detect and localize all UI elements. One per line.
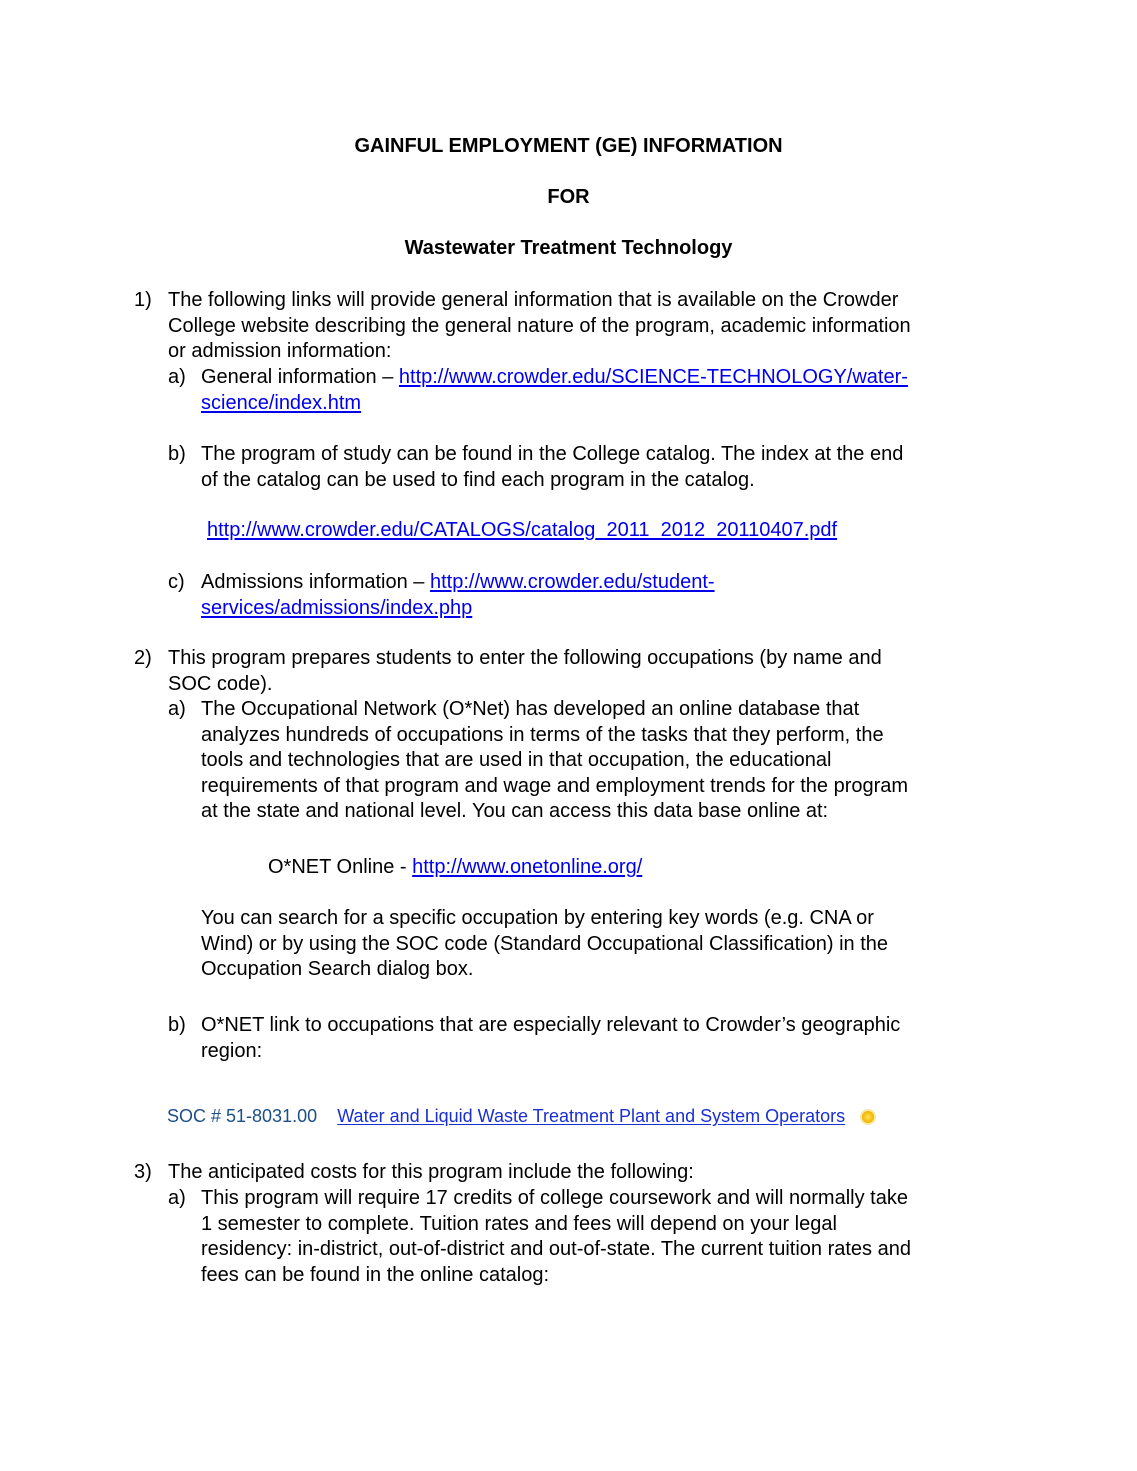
item-2a-line: requirements of that program and wage and employment trends for the program: [201, 774, 909, 797]
item-2b: [201, 1013, 900, 1064]
item-1b-line: The program of study can be found in the College catalog. The index at the end: [201, 443, 904, 465]
section-3-intro: [168, 1160, 694, 1186]
item-1a-line: [201, 391, 908, 417]
item-1c-letter: c): [168, 571, 185, 593]
item-2a-letter: a): [168, 698, 186, 720]
section-1-line: The following links will provide general information that is available on the Crowder: [168, 289, 899, 311]
section-1-intro: [168, 288, 911, 365]
item-2b-letter: b): [168, 1014, 186, 1036]
section-2-number: 2): [134, 647, 152, 669]
section-1-number: 1): [134, 289, 152, 311]
item-3a-letter: a): [168, 1187, 186, 1209]
document-title: GAINFUL EMPLOYMENT (GE) INFORMATION: [354, 135, 783, 157]
item-2a-line: analyzes hundreds of occupations in terms of the tasks that they perform, the: [201, 723, 884, 746]
onet-search-line: You can search for a specific occupation by entering key words (e.g. CNA or: [201, 907, 874, 929]
section-2-line: This program prepares students to enter the following occupations (by name and: [168, 647, 882, 669]
soc-occupation-row: [167, 1104, 874, 1130]
item-3a: [201, 1186, 911, 1288]
onet-search-help: [201, 906, 888, 983]
document-title-for: FOR: [547, 186, 590, 208]
item-2a: [201, 697, 908, 825]
item-1b-line: of the catalog can be used to find each program in the catalog.: [201, 468, 755, 491]
item-3a-line: This program will require 17 credits of college coursework and will normally take: [201, 1187, 908, 1209]
catalog-link[interactable]: http://www.crowder.edu/CATALOGS/catalog_2011_2012_20110407.pdf: [207, 519, 838, 541]
item-1c-line: [201, 596, 715, 622]
section-3-line: The anticipated costs for this program include the following:: [168, 1161, 694, 1183]
bright-outlook-icon: [862, 1111, 874, 1123]
admissions-link[interactable]: http://www.crowder.edu/student-: [429, 571, 715, 593]
item-1a-line: [201, 365, 908, 391]
item-1a: [201, 365, 908, 416]
item-2a-line: at the state and national level. You can access this data base online at:: [201, 800, 829, 822]
item-1c-label: Admissions information –: [201, 571, 430, 593]
general-info-link-cont[interactable]: science/index.htm: [201, 391, 362, 414]
admissions-link-cont[interactable]: services/admissions/index.php: [201, 596, 473, 619]
occupation-link[interactable]: Water and Liquid Waste Treatment Plant and System Operators: [337, 1106, 846, 1126]
item-3a-line: fees can be found in the online catalog:: [201, 1263, 550, 1286]
onet-search-line: Occupation Search dialog box.: [201, 958, 474, 980]
general-info-link[interactable]: http://www.crowder.edu/SCIENCE-TECHNOLOGY/water-: [398, 366, 908, 388]
item-2a-line: tools and technologies that are used in that occupation, the educational: [201, 749, 832, 771]
section-2-intro: [168, 646, 882, 697]
section-1-line: College website describing the general nature of the program, academic information: [168, 314, 911, 337]
section-1-line: or admission information:: [168, 340, 392, 362]
soc-code: SOC # 51-8031.00: [167, 1106, 318, 1126]
item-1b: [201, 442, 903, 493]
item-2b-line: region:: [201, 1039, 263, 1062]
onet-link[interactable]: http://www.onetonline.org/: [412, 856, 643, 878]
onet-online-line: [268, 855, 642, 881]
item-3a-line: residency: in-district, out-of-district and out-of-state. The current tuition rates and: [201, 1238, 911, 1260]
onet-label: O*NET Online -: [268, 856, 413, 878]
onet-search-line: Wind) or by using the SOC code (Standard Occupational Classification) in the: [201, 932, 889, 955]
section-2-line: SOC code).: [168, 672, 273, 695]
item-1a-letter: a): [168, 366, 186, 388]
item-1c: [201, 570, 715, 621]
item-1a-label: General information –: [201, 366, 399, 388]
program-name: Wastewater Treatment Technology: [404, 237, 733, 259]
item-2b-line: O*NET link to occupations that are especially relevant to Crowder’s geographic: [201, 1014, 901, 1036]
section-3-number: 3): [134, 1161, 152, 1183]
item-3a-line: 1 semester to complete. Tuition rates and fees will depend on your legal: [201, 1212, 837, 1235]
item-2a-line: The Occupational Network (O*Net) has developed an online database that: [201, 698, 860, 720]
item-1c-line: [201, 570, 715, 596]
item-1b-letter: b): [168, 443, 186, 465]
